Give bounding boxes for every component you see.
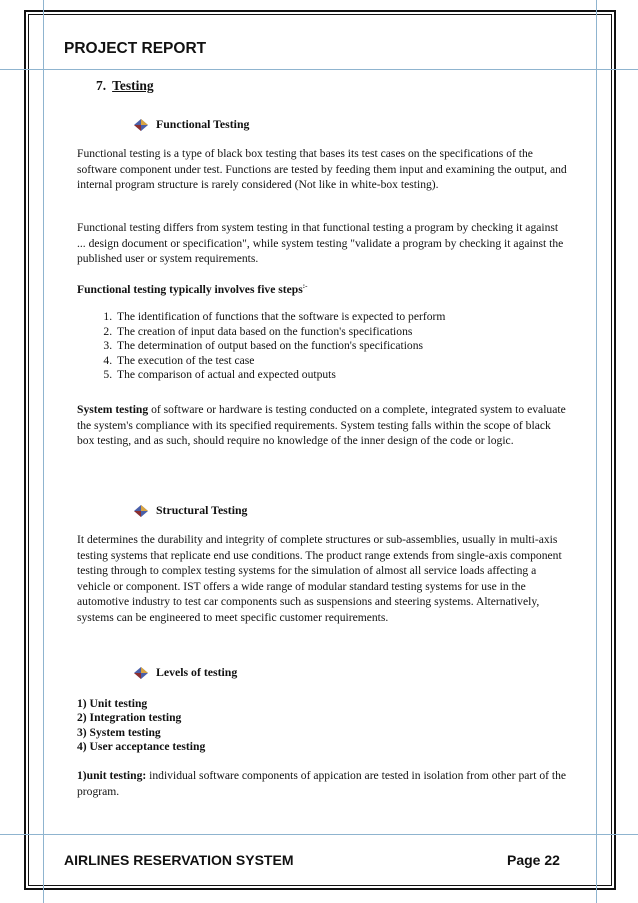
list-item: 3. The determination of output based on the function's specifications	[115, 339, 595, 354]
steps-intro-text: Functional testing typically involves five steps	[77, 282, 303, 296]
system-testing-term: System testing	[77, 403, 149, 416]
list-item: 1. The identification of functions that the software is expected to perform	[115, 310, 595, 325]
levels-testing-label: Levels of testing	[156, 665, 238, 679]
list-item: 2) Integration testing	[77, 711, 182, 725]
list-item: 5. The comparison of actual and expected outputs	[115, 368, 595, 383]
diamond-bullet-icon	[134, 119, 148, 131]
unit-testing-text: individual software components of appication are tested in isolation from other part of the program.	[77, 769, 567, 798]
steps-intro-sup: :-	[302, 282, 308, 290]
unit-testing-para	[77, 768, 567, 799]
section-number: 7.	[96, 78, 107, 93]
unit-testing-term: 1)unit testing:	[77, 769, 147, 782]
list-item: 4. The execution of the test case	[115, 354, 595, 369]
steps-list	[77, 310, 595, 383]
list-item: 4) User acceptance testing	[77, 740, 206, 754]
list-item: 3) System testing	[77, 725, 161, 739]
functional-para-2: Functional testing differs from system testing in that functional testing a program by checking it against ... design document or specification", while system testing "validate a program by checking it against the published user or system requirements.	[77, 221, 564, 266]
structural-testing-label: Structural Testing	[156, 503, 248, 517]
structural-testing-heading	[134, 503, 247, 518]
header-rule	[0, 69, 638, 70]
structural-para: It determines the durability and integrity of complete structures or sub-assemblies, usually in multi-axis testing systems that replicate end use conditions. The product range extends from single-axis component testing through to complex testing systems for the simulation of almost all service loads affecting a vehicle or component. IST offers a wide range of modular standard testing systems for use in the automotive industry to test car components such as suspensions and steering systems. Alternatively, systems can be engineered to meet specific customer requirements.	[77, 533, 562, 624]
report-header: PROJECT REPORT	[64, 40, 207, 57]
functional-testing-heading	[134, 117, 249, 132]
levels-testing-heading	[134, 665, 237, 680]
footer-rule	[0, 834, 638, 835]
footer-title: AIRLINES RESERVATION SYSTEM	[64, 852, 294, 868]
system-testing-para	[77, 402, 567, 449]
page-frame-inner	[28, 14, 612, 886]
section-title-text: Testing	[112, 78, 154, 93]
list-item: 2. The creation of input data based on the function's specifications	[115, 325, 595, 340]
section-title	[96, 78, 154, 94]
left-margin-rule	[43, 0, 44, 903]
diamond-bullet-icon	[134, 505, 148, 517]
diamond-bullet-icon	[134, 667, 148, 679]
levels-list	[77, 697, 567, 755]
steps-intro	[77, 279, 567, 297]
system-testing-text: of software or hardware is testing conducted on a complete, integrated system to evaluate the system's compliance with its specified requirements. System testing falls within the scope of black box testing, and as such, should require no knowledge of the inner design of the code or logic.	[77, 403, 566, 448]
list-item: 1) Unit testing	[77, 697, 148, 710]
functional-testing-label: Functional Testing	[156, 117, 250, 131]
page-number: Page 22	[507, 852, 560, 868]
functional-para-1: Functional testing is a type of black box testing that bases its test cases on the specifications of the software component under test. Functions are tested by feeding them input and examining the output, and internal program structure is rarely considered (Not like in white-box testing).	[77, 147, 567, 192]
right-margin-rule	[596, 0, 597, 903]
